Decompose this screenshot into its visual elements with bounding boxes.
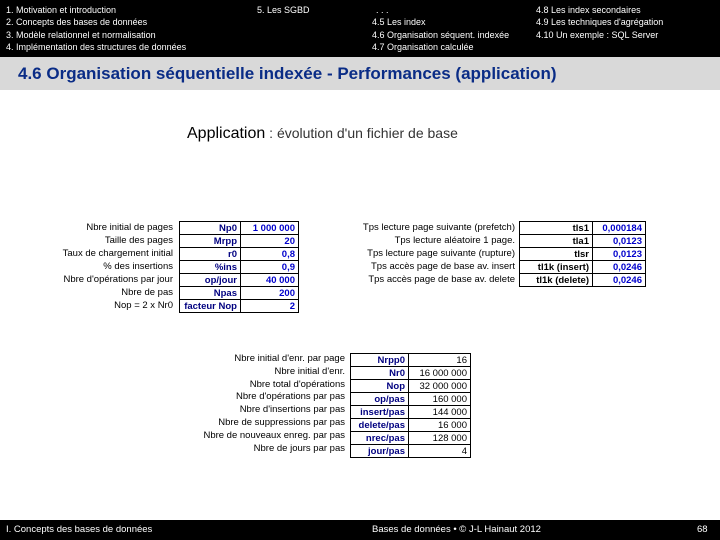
table-row	[351, 406, 471, 419]
table-row	[180, 300, 299, 313]
table2-key: tla1	[520, 235, 593, 248]
table-row	[180, 287, 299, 300]
header-chapter-list	[6, 4, 186, 54]
header-section-4-7[interactable]: 4.7 Organisation calculée	[372, 42, 474, 53]
header-chapter-5[interactable]: 5. Les SGBD	[257, 5, 310, 15]
header-section-4-8[interactable]: 4.8 Les index secondaires	[536, 5, 641, 15]
table1-label: Nbre d'opérations par jour	[63, 274, 173, 285]
header-section-4-6[interactable]: 4.6 Organisation séquent. indexée	[372, 29, 510, 40]
table3-label: Nbre total d'opérations	[249, 378, 345, 390]
table3-key: Nr0	[351, 367, 409, 380]
table2-label: Tps accès page de base av. delete	[368, 274, 515, 285]
table-row	[520, 261, 646, 274]
table-row	[351, 445, 471, 458]
header-chapter-1[interactable]: 1. Motivation et introduction	[6, 5, 117, 15]
table2-label: Tps accès page de base av. insert	[371, 261, 515, 272]
table-row	[351, 393, 471, 406]
table1-key: Npas	[180, 287, 241, 300]
table1-label: Taux de chargement initial	[62, 248, 173, 259]
table3-value: 160 000	[409, 393, 471, 406]
table3-value: 16 000 000	[409, 367, 471, 380]
table1-label: Taille des pages	[104, 235, 173, 246]
table3-label: Nbre de nouveaux enreg. par pas	[203, 429, 345, 441]
table1-key: facteur Nop	[180, 300, 241, 313]
subtitle-bold: Application	[187, 125, 266, 142]
table1-label: Nop = 2 x Nr0	[114, 300, 173, 311]
table-row	[351, 432, 471, 445]
table3-value: 32 000 000	[409, 380, 471, 393]
table1-value: 0,8	[241, 248, 299, 261]
table3-key: Nop	[351, 380, 409, 393]
table-row	[351, 367, 471, 380]
table3-value: 16	[409, 354, 471, 367]
table3-key: nrec/pas	[351, 432, 409, 445]
table2-value: 0,0123	[593, 235, 646, 248]
footer-course: Bases de données • © J-L Hainaut 2012	[372, 524, 541, 535]
table1-value: 200	[241, 287, 299, 300]
table2-key: tl1k (insert)	[520, 261, 593, 274]
table-row	[180, 248, 299, 261]
table1-value: 0,9	[241, 261, 299, 274]
header-section-4-5[interactable]: 4.5 Les index	[372, 17, 426, 28]
table1-value: 20	[241, 235, 299, 248]
table1-value: 40 000	[241, 274, 299, 287]
table3-key: jour/pas	[351, 445, 409, 458]
table3-labels	[203, 353, 345, 455]
table-row	[180, 235, 299, 248]
footer-page-number: 68	[697, 524, 708, 535]
table-row	[180, 274, 299, 287]
table2-label: Tps lecture page suivante (rupture)	[367, 248, 515, 259]
table-row	[520, 235, 646, 248]
table3-label: Nbre d'opérations par pas	[235, 391, 345, 403]
table2-key: tlsr	[520, 248, 593, 261]
table3-label: Nbre de suppressions par pas	[218, 416, 345, 428]
table1-label: Nbre de pas	[121, 287, 173, 298]
table1-label: % des insertions	[103, 261, 173, 272]
table2-key: tls1	[520, 222, 593, 235]
table3	[350, 353, 471, 458]
table3-label: Nbre initial d'enr.	[274, 365, 345, 377]
table1	[179, 221, 299, 313]
table3-value: 16 000	[409, 419, 471, 432]
table2-key: tl1k (delete)	[520, 274, 593, 287]
header-chapter-2[interactable]: 2. Concepts des bases de données	[6, 17, 148, 28]
table-row	[351, 354, 471, 367]
table2-value: 0,0246	[593, 261, 646, 274]
table2-label: Tps lecture page suivante (prefetch)	[362, 222, 515, 233]
table2-label: Tps lecture aléatoire 1 page.	[394, 235, 515, 246]
header-section-4-9[interactable]: 4.9 Les techniques d'agrégation	[536, 17, 664, 28]
table3-value: 144 000	[409, 406, 471, 419]
table-row	[351, 419, 471, 432]
subtitle-rest: : évolution d'un fichier de base	[265, 125, 458, 141]
slide-subtitle	[187, 125, 458, 143]
table1-key: %ins	[180, 261, 241, 274]
table3-label: Nbre initial d'enr. par page	[234, 353, 345, 364]
header-chapter-3[interactable]: 3. Modèle relationnel et normalisation	[6, 29, 156, 40]
table1-key: r0	[180, 248, 241, 261]
table3-label: Nbre de jours par pas	[253, 442, 345, 454]
table3-value: 128 000	[409, 432, 471, 445]
header-chapter-4[interactable]: 4. Implémentation des structures de données	[6, 42, 187, 53]
table-row	[180, 222, 299, 235]
header-section-4-10[interactable]: 4.10 Un exemple : SQL Server	[536, 29, 659, 40]
table1-key: Mrpp	[180, 235, 241, 248]
table-row	[520, 222, 646, 235]
table3-key: op/pas	[351, 393, 409, 406]
table-row	[180, 261, 299, 274]
table1-key: Np0	[180, 222, 241, 235]
table1-value: 1 000 000	[241, 222, 299, 235]
table2-value: 0,000184	[593, 222, 646, 235]
table2-value: 0,0123	[593, 248, 646, 261]
slide-title: 4.6 Organisation séquentielle indexée - Performances (application)	[18, 64, 557, 83]
table1-label: Nbre initial de pages	[86, 222, 173, 233]
table3-key: insert/pas	[351, 406, 409, 419]
table3-label: Nbre d'insertions par pas	[239, 404, 345, 416]
table-row	[351, 380, 471, 393]
table2-value: 0,0246	[593, 274, 646, 287]
table3-key: Nrpp0	[351, 354, 409, 367]
table-row	[520, 248, 646, 261]
table-row	[520, 274, 646, 287]
footer-chapter[interactable]: I. Concepts des bases de données	[6, 524, 153, 535]
table2-labels	[363, 221, 515, 286]
table1-key: op/jour	[180, 274, 241, 287]
table3-key: delete/pas	[351, 419, 409, 432]
table1-value: 2	[241, 300, 299, 313]
table3-value: 4	[409, 445, 471, 458]
header-section-list	[372, 4, 664, 54]
header-section-ellipsis: . . .	[376, 5, 389, 15]
table1-labels	[63, 221, 173, 312]
table2	[519, 221, 646, 287]
